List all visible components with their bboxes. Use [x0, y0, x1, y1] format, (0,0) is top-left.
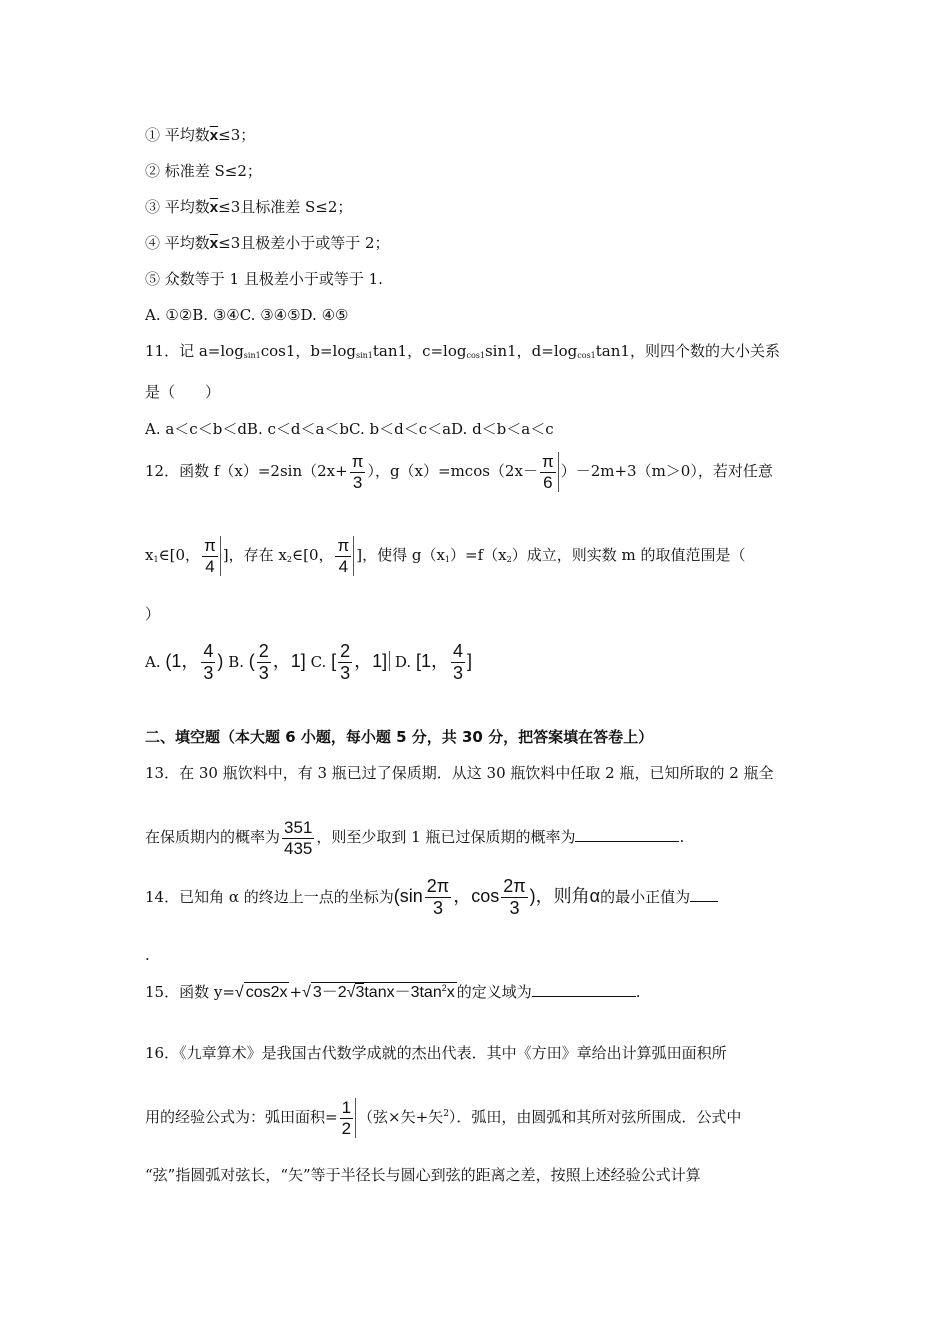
q15-stem: 15．函数 y=√ cos2x +√ $3-2√3\tan x-3\tan^2x$ 的定义域为 .: [145, 983, 641, 1001]
q12-stem-line2: $x_1\in[0$， $\frac{\pi}{4}$ ]，存在 $x_2\in[0$， $\frac{\pi}{4}$ ]，使得 $g(x_1)=f(x_2)$成立，则实数 m 的取值范围是（: [145, 536, 746, 576]
fraction-pi-over-6: $\frac{\pi}{6}$: [540, 452, 559, 492]
q11-stem-line2: 是（ ）: [145, 383, 221, 401]
q12-options: A. (1， $\frac{4}{3}$ ) B. ( $\frac{2}{3}$ ，1] C. [ $\frac{2}{3}$ ，1] D. [1， $\frac{4}{3}$ ]: [145, 641, 473, 683]
option-a-interval: (1， $\frac{4}{3}$ ): [165, 641, 224, 683]
fraction-pi-over-4: $\frac{\pi}{4}$: [202, 536, 221, 576]
q13-stem: 13．在 30 瓶饮料中，有 3 瓶已过了保质期．从这 30 瓶饮料中任取 2 瓶，已知所取的 2 瓶全: [145, 764, 774, 782]
answer-blank: [575, 840, 679, 842]
q14-stem-line2: .: [145, 946, 150, 964]
condition-5: ⑤ 众数等于 1 且极差小于或等于 1.: [145, 270, 383, 288]
point-coordinates: (sin $\frac{2\pi}{3}$ ，cos $\frac{2\pi}{3}$ )，则角α: [393, 876, 601, 918]
q10-options: A. ①②B. ③④C. ③④⑤D. ④⑤: [145, 306, 349, 324]
sqrt-tan-expression: √ $3-2√3\tan x-3\tan^2x$: [302, 983, 455, 1001]
fraction-351-over-435: $\frac{351}{435}$: [284, 818, 313, 858]
q16-stem: 16．《九章算术》是我国古代数学成就的杰出代表．其中《方田》章给出计算弧田面积所: [145, 1044, 727, 1062]
fraction-pi-over-3: $\frac{\pi}{3}$: [351, 452, 364, 492]
sqrt-cos2x: √ cos2x: [234, 984, 288, 1001]
q16-stem-line2: 用的经验公式为：弧田面积= $\frac{1}{2}$ （弦×矢+矢$^2$）．弧田，由圆弧和其所对弦所围成．公式中: [145, 1098, 742, 1138]
answer-blank: [690, 900, 718, 902]
q11-stem: 11．记 $a=\log_{sin1}\cos 1$，$b=\log_{sin1}\tan 1$，$c=\log_{cos1}\sin 1$，$d=\log_{cos1}\tan 1$，则四个数的大小关系: [145, 342, 780, 360]
answer-blank: [532, 995, 636, 997]
section-2-title: 二、填空题（本大题 6 小题，每小题 5 分，共 30 分，把答案填在答卷上）: [145, 728, 654, 746]
x-bar-symbol: $\overline{x}$: [209, 127, 219, 144]
option-b-interval: ( $\frac{2}{3}$ ，1]: [248, 641, 306, 683]
option-c-interval: [ $\frac{2}{3}$ ，1]: [331, 651, 390, 671]
q14-stem: 14．已知角 α 的终边上一点的坐标为(sin $\frac{2\pi}{3}$ ，cos $\frac{2\pi}{3}$ )，则角α的最小正值为: [145, 876, 718, 918]
fraction-pi-over-4: $\frac{\pi}{4}$: [335, 536, 354, 576]
condition-4: ④ 平均数$\overline{x}\le 3$且极差小于或等于 2；: [145, 234, 390, 252]
condition-3: ③ 平均数$\overline{x}\le 3$且标准差 S≤2；: [145, 198, 353, 216]
x-bar-symbol: $\overline{x}$: [209, 199, 219, 216]
q12-stem: 12．函数 f（x）=2sin（2x+ $\frac{\pi}{3}$ ），g（x）=mcos（2x－ $\frac{\pi}{6}$ ）－2m+3（m＞0），若对任意: [145, 452, 773, 492]
fraction-one-half: $\frac{1}{2}$: [340, 1098, 356, 1138]
q16-stem-line3: “弦”指圆弧对弦长，“矢”等于半径长与圆心到弦的距离之差，按照上述经验公式计算: [145, 1166, 701, 1184]
condition-1: ① 平均数$\overline{x}\le 3$；: [145, 126, 256, 144]
q13-stem-line2: 在保质期内的概率为 $\frac{351}{435}$ ，则至少取到 1 瓶已过保质期的概率为 .: [145, 818, 685, 858]
condition-2: ② 标准差 S≤2；: [145, 162, 262, 180]
q11-options: A. a＜c＜b＜dB. c＜d＜a＜bC. b＜d＜c＜aD. d＜b＜a＜c: [145, 420, 554, 438]
q12-stem-line3: ）: [145, 605, 161, 623]
option-d-interval: [1， $\frac{4}{3}$ ]: [415, 641, 473, 683]
x-bar-symbol: $\overline{x}$: [209, 235, 219, 252]
